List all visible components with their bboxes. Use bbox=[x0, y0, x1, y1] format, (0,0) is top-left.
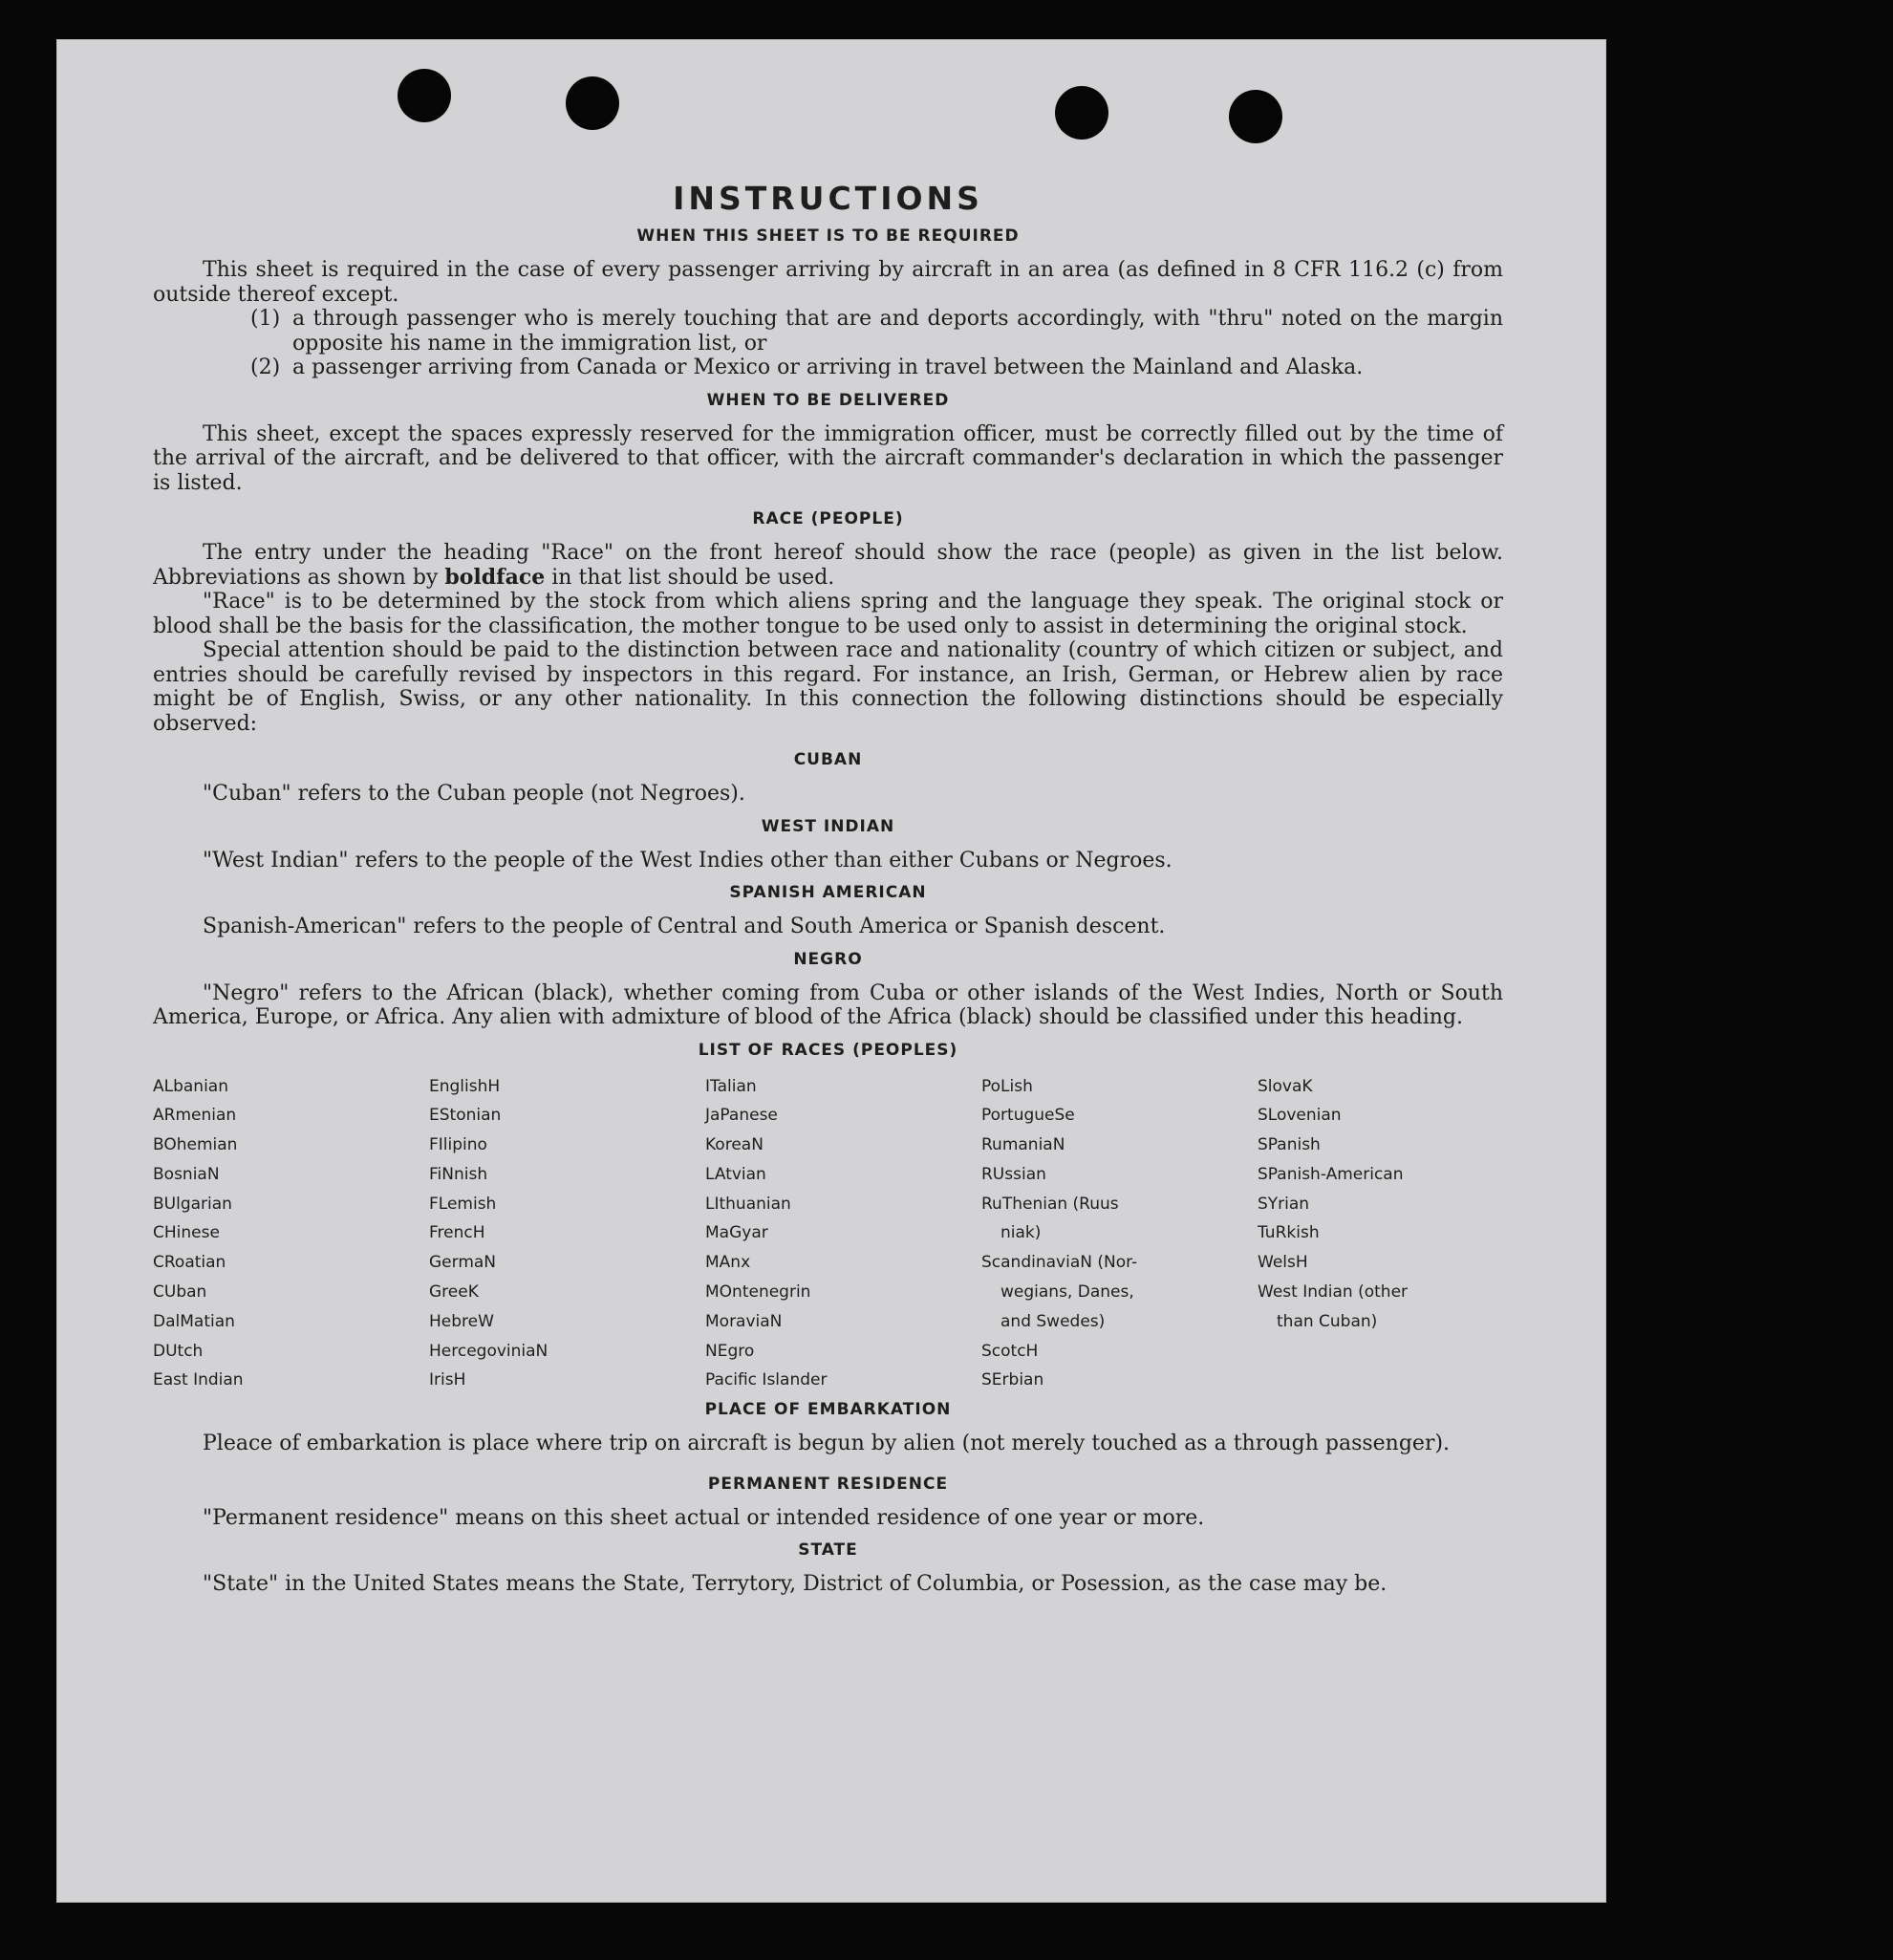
paragraph bbox=[153, 541, 1503, 590]
race-entry: BOhemian bbox=[153, 1135, 238, 1155]
paragraph: Special attention should be paid to the distinction between race and nationality (country of which citizen or subject, and entries should be carefully revised by inspectors in this regard. For instance, an Irish, German, or Hebrew alien by race might be of English, Swiss, or any other nationality. In this connection the following distinctions should be especially observed: bbox=[153, 638, 1503, 736]
race-entry: BosniaN bbox=[153, 1164, 220, 1184]
punch-hole bbox=[398, 69, 451, 122]
section-heading: CUBAN bbox=[793, 750, 863, 769]
section-heading: PLACE OF EMBARKATION bbox=[704, 1400, 952, 1420]
section-heading: PERMANENT RESIDENCE bbox=[707, 1474, 949, 1494]
race-entry: EnglishH bbox=[429, 1076, 501, 1096]
race-entry: MOntenegrin bbox=[705, 1282, 811, 1303]
race-entry: East Indian bbox=[153, 1370, 244, 1390]
item-text: a through passenger who is merely touching that are and deports accordingly, with "thru" noted on the margin opposite his name in the immigration list, or bbox=[292, 307, 1503, 355]
race-entry: ALbanian bbox=[153, 1076, 228, 1096]
race-entry: IrisH bbox=[429, 1370, 466, 1390]
race-entry: HebreW bbox=[429, 1311, 494, 1331]
section-heading: RACE (PEOPLE) bbox=[752, 509, 904, 528]
race-column bbox=[153, 1072, 429, 1396]
race-entry: JaPanese bbox=[705, 1106, 778, 1126]
item-number: (1) bbox=[250, 307, 281, 331]
race-entry: DUtch bbox=[153, 1341, 204, 1361]
race-column bbox=[705, 1072, 981, 1396]
paragraph-text: The entry under the heading "Race" on the front hereof should show the race (people) as given in the list below. Abbreviations as shown by bbox=[153, 541, 1503, 590]
race-entry: PortugueSe bbox=[981, 1106, 1075, 1126]
section-heading: WHEN THIS SHEET IS TO BE REQUIRED bbox=[636, 226, 1020, 246]
race-entry: ARmenian bbox=[153, 1106, 237, 1126]
race-entry: LIthuanian bbox=[705, 1194, 791, 1214]
paragraph: Pleace of embarkation is place where trip on aircraft is begun by alien (not merely touched as a through passenger). bbox=[203, 1432, 1451, 1456]
race-entry: Pacific Islander bbox=[705, 1370, 828, 1390]
race-entry: SlovaK bbox=[1258, 1076, 1313, 1096]
list-item bbox=[153, 307, 1503, 355]
paragraph: "Cuban" refers to the Cuban people (not Negroes). bbox=[203, 782, 745, 806]
race-entry: ScotcH bbox=[981, 1341, 1039, 1361]
paragraph: This sheet is required in the case of every passenger arriving by aircraft in an area (as defined in 8 CFR 116.2 (c) from outside thereof except. bbox=[153, 258, 1503, 307]
race-entry: West Indian (other bbox=[1258, 1282, 1409, 1303]
paragraph-text: in that list should be used. bbox=[545, 565, 835, 590]
race-entry: ITalian bbox=[705, 1076, 757, 1096]
paragraph: This sheet, except the spaces expressly reserved for the immigration officer, must be correctly filled out by the time of the arrival of the aircraft, and be delivered to that officer, with the aircraft commander's declaration in which the passenger is listed. bbox=[153, 421, 1503, 495]
race-entry-continuation: and Swedes) bbox=[1000, 1311, 1106, 1331]
race-entry: RUssian bbox=[981, 1164, 1046, 1184]
section-heading: SPANISH AMERICAN bbox=[729, 883, 927, 902]
race-column bbox=[981, 1072, 1258, 1396]
document-sheet bbox=[57, 40, 1605, 1902]
race-entry: ScandinaviaN (Nor- bbox=[981, 1253, 1138, 1273]
paragraph: "Permanent residence" means on this sheet actual or intended residence of one year or more. bbox=[203, 1505, 1205, 1530]
race-entry: SLovenian bbox=[1258, 1106, 1342, 1126]
section-heading: WHEN TO BE DELIVERED bbox=[706, 390, 950, 410]
race-entry: RumaniaN bbox=[981, 1135, 1065, 1155]
paragraph: "State" in the United States means the State, Terrytory, District of Columbia, or Posession, as the case may be. bbox=[203, 1572, 1387, 1597]
punch-hole bbox=[566, 76, 619, 130]
race-entry: MAnx bbox=[705, 1253, 751, 1273]
paragraph: "Negro" refers to the African (black), whether coming from Cuba or other islands of the West Indies, North or South America, Europe, or Africa. Any alien with admixture of blood of the Africa (black) should be classified under this heading. bbox=[153, 980, 1503, 1029]
section-heading: NEGRO bbox=[793, 949, 863, 969]
paragraph: "Race" is to be determined by the stock from which aliens spring and the language they speak. The original stock or blood shall be the basis for the classification, the mother tongue to be used only to assist in determining the original stock. bbox=[153, 590, 1503, 638]
punch-hole bbox=[1055, 86, 1108, 140]
race-entry-continuation: than Cuban) bbox=[1277, 1311, 1378, 1331]
race-entry: BUlgarian bbox=[153, 1194, 232, 1214]
paragraph: "West Indian" refers to the people of the West Indies other than either Cubans or Negroes. bbox=[203, 848, 1172, 872]
race-entry: LAtvian bbox=[705, 1164, 766, 1184]
item-number: (2) bbox=[250, 355, 281, 379]
race-entry: GermaN bbox=[429, 1253, 497, 1273]
race-entry: MaGyar bbox=[705, 1223, 768, 1243]
race-entry: CHinese bbox=[153, 1223, 220, 1243]
race-entry: SPanish bbox=[1258, 1135, 1321, 1155]
race-entry: EStonian bbox=[429, 1106, 502, 1126]
race-entry: CUban bbox=[153, 1282, 207, 1303]
race-entry: FiNnish bbox=[429, 1164, 488, 1184]
race-entry: FrencH bbox=[429, 1223, 485, 1243]
item-text: a passenger arriving from Canada or Mexico or arriving in travel between the Mainland and Alaska. bbox=[292, 355, 1364, 379]
race-entry: CRoatian bbox=[153, 1253, 226, 1273]
race-entry: MoraviaN bbox=[705, 1311, 783, 1331]
race-column bbox=[429, 1072, 705, 1396]
page-title: INSTRUCTIONS bbox=[673, 180, 983, 217]
race-entry: SErbian bbox=[981, 1370, 1044, 1390]
race-entry: FLemish bbox=[429, 1194, 497, 1214]
document-body bbox=[153, 180, 1503, 1597]
race-entry-continuation: niak) bbox=[1000, 1223, 1042, 1243]
race-entry: FIlipino bbox=[429, 1135, 487, 1155]
race-entry: PoLish bbox=[981, 1076, 1033, 1096]
race-entry: WelsH bbox=[1258, 1253, 1308, 1273]
race-column bbox=[1258, 1072, 1513, 1396]
section-heading: LIST OF RACES (PEOPLES) bbox=[698, 1040, 958, 1060]
punch-hole bbox=[1229, 90, 1282, 143]
list-item bbox=[153, 355, 1503, 380]
paragraph: Spanish-American" refers to the people of Central and South America or Spanish descent. bbox=[203, 915, 1166, 938]
section-heading: WEST INDIAN bbox=[761, 816, 895, 836]
race-list bbox=[153, 1072, 1503, 1396]
boldface-word: boldface bbox=[444, 564, 546, 590]
race-entry: TuRkish bbox=[1258, 1223, 1320, 1243]
race-entry: DalMatian bbox=[153, 1311, 235, 1331]
race-entry: RuThenian (Ruus bbox=[981, 1194, 1119, 1214]
race-entry: NEgro bbox=[705, 1341, 755, 1361]
race-entry-continuation: wegians, Danes, bbox=[1000, 1282, 1134, 1303]
race-entry: SPanish-American bbox=[1258, 1164, 1404, 1184]
section-heading: STATE bbox=[798, 1540, 858, 1561]
race-entry: HercegoviniaN bbox=[429, 1341, 549, 1361]
race-entry: GreeK bbox=[429, 1282, 479, 1303]
race-entry: SYrian bbox=[1258, 1194, 1310, 1214]
race-entry: KoreaN bbox=[705, 1135, 764, 1155]
